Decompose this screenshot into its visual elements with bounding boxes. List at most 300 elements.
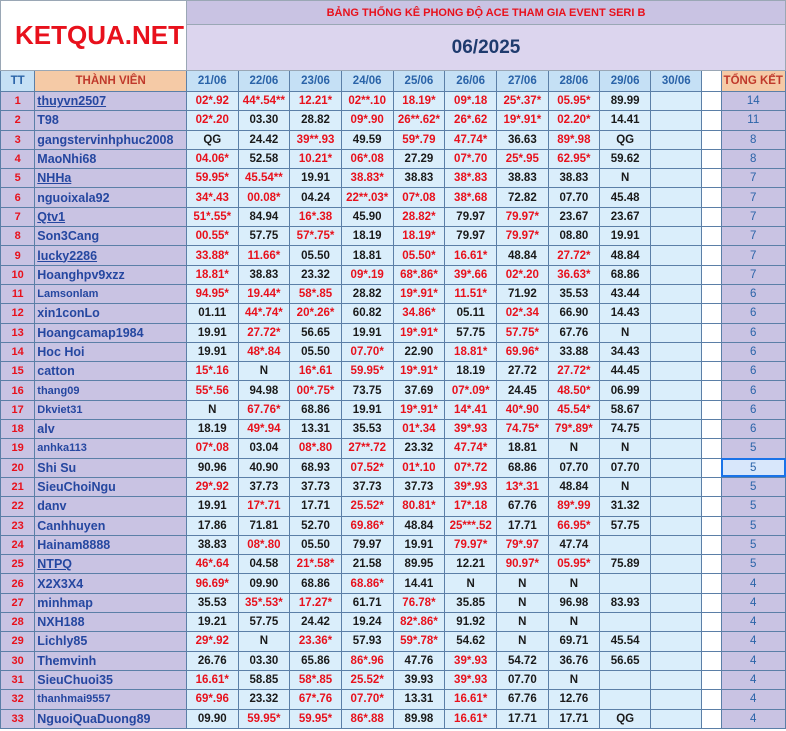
- spacer-cell[interactable]: [702, 169, 721, 188]
- score-cell[interactable]: 17.71: [497, 709, 549, 728]
- score-cell[interactable]: 07.70: [548, 458, 600, 477]
- row-number[interactable]: 2: [1, 111, 35, 130]
- score-cell[interactable]: 58*.85: [290, 670, 342, 689]
- total-cell[interactable]: 5: [721, 516, 785, 535]
- score-cell[interactable]: QG: [600, 709, 651, 728]
- score-cell[interactable]: 27**.72: [341, 439, 393, 458]
- score-cell[interactable]: 61.71: [341, 593, 393, 612]
- score-cell[interactable]: 59.95*: [238, 709, 290, 728]
- member-name[interactable]: Son3Cang: [35, 227, 187, 246]
- member-name[interactable]: Themvinh: [35, 651, 187, 670]
- total-cell[interactable]: 5: [721, 535, 785, 554]
- spacer-cell[interactable]: [702, 593, 721, 612]
- spacer-cell[interactable]: [702, 574, 721, 593]
- score-cell[interactable]: 57.93: [341, 632, 393, 651]
- score-cell[interactable]: N: [238, 632, 290, 651]
- score-cell[interactable]: 48.84: [393, 516, 445, 535]
- score-cell[interactable]: 67.76*: [238, 400, 290, 419]
- score-cell[interactable]: 17*.71: [238, 497, 290, 516]
- score-cell[interactable]: 38.83: [393, 169, 445, 188]
- score-cell[interactable]: 37.73: [341, 477, 393, 496]
- score-cell[interactable]: 14.41: [393, 574, 445, 593]
- spacer-cell[interactable]: [702, 516, 721, 535]
- score-cell[interactable]: 25***.52: [445, 516, 497, 535]
- score-cell[interactable]: 20*.26*: [290, 304, 342, 323]
- score-cell[interactable]: 05.95*: [548, 555, 600, 574]
- score-cell[interactable]: 79.97: [341, 535, 393, 554]
- row-number[interactable]: 25: [1, 555, 35, 574]
- score-cell[interactable]: 60.82: [341, 304, 393, 323]
- score-cell[interactable]: 56.65: [290, 323, 342, 342]
- score-cell[interactable]: 68.86: [290, 574, 342, 593]
- score-cell[interactable]: 09*.19: [341, 265, 393, 284]
- score-cell[interactable]: 86*.96: [341, 651, 393, 670]
- member-name[interactable]: thang09: [35, 381, 187, 400]
- empty-cell[interactable]: [651, 709, 702, 728]
- score-cell[interactable]: 11.51*: [445, 284, 497, 303]
- score-cell[interactable]: 58*.85: [290, 284, 342, 303]
- score-cell[interactable]: 25.52*: [341, 497, 393, 516]
- member-name[interactable]: Qtv1: [35, 207, 187, 226]
- total-cell[interactable]: 14: [721, 92, 785, 111]
- score-cell[interactable]: 22**.03*: [341, 188, 393, 207]
- score-cell[interactable]: 57.75: [238, 613, 290, 632]
- spacer-cell[interactable]: [702, 651, 721, 670]
- score-cell[interactable]: 14.41: [600, 111, 651, 130]
- row-number[interactable]: 32: [1, 690, 35, 709]
- score-cell[interactable]: 07*.08: [187, 439, 239, 458]
- score-cell[interactable]: 59.95*: [187, 169, 239, 188]
- score-cell[interactable]: 89.98: [393, 709, 445, 728]
- score-cell[interactable]: 27.72: [497, 362, 549, 381]
- score-cell[interactable]: 54.62: [445, 632, 497, 651]
- score-cell[interactable]: 96.98: [548, 593, 600, 612]
- score-cell[interactable]: 28.82: [290, 111, 342, 130]
- empty-cell[interactable]: [651, 169, 702, 188]
- member-name[interactable]: Hoangcamap1984: [35, 323, 187, 342]
- spacer-cell[interactable]: [702, 246, 721, 265]
- score-cell[interactable]: 39*.93: [445, 420, 497, 439]
- total-cell[interactable]: 4: [721, 651, 785, 670]
- score-cell[interactable]: 59.95*: [290, 709, 342, 728]
- empty-cell[interactable]: [651, 92, 702, 111]
- score-cell[interactable]: 91.92: [445, 613, 497, 632]
- score-cell[interactable]: 19.91: [187, 497, 239, 516]
- score-cell[interactable]: 38.83: [187, 535, 239, 554]
- score-cell[interactable]: 76.78*: [393, 593, 445, 612]
- score-cell[interactable]: 28.82*: [393, 207, 445, 226]
- score-cell[interactable]: QG: [187, 130, 239, 149]
- empty-cell[interactable]: [651, 651, 702, 670]
- score-cell[interactable]: 37.73: [238, 477, 290, 496]
- score-cell[interactable]: 68.93: [290, 458, 342, 477]
- score-cell[interactable]: 07*.72: [445, 458, 497, 477]
- row-number[interactable]: 30: [1, 651, 35, 670]
- spacer-cell[interactable]: [702, 188, 721, 207]
- score-cell[interactable]: 67.76: [497, 497, 549, 516]
- empty-cell[interactable]: [651, 632, 702, 651]
- score-cell[interactable]: 18.81*: [445, 342, 497, 361]
- score-cell[interactable]: 02*.20: [497, 265, 549, 284]
- spacer-cell[interactable]: [702, 265, 721, 284]
- score-cell[interactable]: 47.76: [393, 651, 445, 670]
- score-cell[interactable]: 17*.18: [445, 497, 497, 516]
- score-cell[interactable]: 46*.64: [187, 555, 239, 574]
- score-cell[interactable]: 57.75*: [497, 323, 549, 342]
- score-cell[interactable]: 08.80: [548, 227, 600, 246]
- sheet-title[interactable]: BẢNG THỐNG KÊ PHONG ĐỘ ACE THAM GIA EVENT SERI B: [187, 1, 786, 25]
- score-cell[interactable]: 18.19: [187, 420, 239, 439]
- empty-cell[interactable]: [651, 690, 702, 709]
- score-cell[interactable]: 27.29: [393, 149, 445, 168]
- spacer-cell[interactable]: [702, 111, 721, 130]
- score-cell[interactable]: 35.85: [445, 593, 497, 612]
- score-cell[interactable]: 24.42: [238, 130, 290, 149]
- row-number[interactable]: 9: [1, 246, 35, 265]
- score-cell[interactable]: 07*.09*: [445, 381, 497, 400]
- score-cell[interactable]: 40*.90: [497, 400, 549, 419]
- score-cell[interactable]: 71.92: [497, 284, 549, 303]
- score-cell[interactable]: QG: [600, 130, 651, 149]
- total-cell[interactable]: 7: [721, 265, 785, 284]
- header-member[interactable]: THÀNH VIÊN: [35, 71, 187, 92]
- member-name[interactable]: anhka113: [35, 439, 187, 458]
- score-cell[interactable]: 38.83: [238, 265, 290, 284]
- score-cell[interactable]: 96.69*: [187, 574, 239, 593]
- score-cell[interactable]: N: [445, 574, 497, 593]
- score-cell[interactable]: 23.32: [238, 690, 290, 709]
- score-cell[interactable]: 07.52*: [341, 458, 393, 477]
- score-cell[interactable]: 19*.91*: [393, 323, 445, 342]
- score-cell[interactable]: 28.82: [341, 284, 393, 303]
- score-cell[interactable]: 23.36*: [290, 632, 342, 651]
- member-name[interactable]: NXH188: [35, 613, 187, 632]
- row-number[interactable]: 24: [1, 535, 35, 554]
- header-total[interactable]: TỔNG KẾT: [721, 71, 785, 92]
- score-cell[interactable]: 72.82: [497, 188, 549, 207]
- score-cell[interactable]: 94.95*: [187, 284, 239, 303]
- score-cell[interactable]: 40.90: [238, 458, 290, 477]
- row-number[interactable]: 4: [1, 149, 35, 168]
- score-cell[interactable]: N: [548, 574, 600, 593]
- total-cell[interactable]: 4: [721, 613, 785, 632]
- score-cell[interactable]: 48.50*: [548, 381, 600, 400]
- empty-cell[interactable]: [651, 555, 702, 574]
- empty-cell[interactable]: [651, 362, 702, 381]
- score-cell[interactable]: 44*.74*: [238, 304, 290, 323]
- score-cell[interactable]: N: [497, 593, 549, 612]
- score-cell[interactable]: 09*.18: [445, 92, 497, 111]
- score-cell[interactable]: 79.97*: [497, 227, 549, 246]
- score-cell[interactable]: 19.24: [341, 613, 393, 632]
- spacer-cell[interactable]: [702, 439, 721, 458]
- empty-cell[interactable]: [651, 593, 702, 612]
- score-cell[interactable]: 15*.16: [187, 362, 239, 381]
- score-cell[interactable]: 51*.55*: [187, 207, 239, 226]
- score-cell[interactable]: 13.31: [393, 690, 445, 709]
- score-cell[interactable]: 75.89: [600, 555, 651, 574]
- total-cell[interactable]: 6: [721, 304, 785, 323]
- score-cell[interactable]: 45.54: [600, 632, 651, 651]
- score-cell[interactable]: 45.54*: [548, 400, 600, 419]
- row-number[interactable]: 10: [1, 265, 35, 284]
- score-cell[interactable]: 38.83*: [341, 169, 393, 188]
- score-cell[interactable]: 06*.08: [341, 149, 393, 168]
- header-date[interactable]: 26/06: [445, 71, 497, 92]
- row-number[interactable]: 11: [1, 284, 35, 303]
- score-cell[interactable]: 00.08*: [238, 188, 290, 207]
- score-cell[interactable]: 18.81: [497, 439, 549, 458]
- score-cell[interactable]: 18.19*: [393, 227, 445, 246]
- member-name[interactable]: NHHa: [35, 169, 187, 188]
- row-number[interactable]: 19: [1, 439, 35, 458]
- score-cell[interactable]: N: [187, 400, 239, 419]
- empty-cell[interactable]: [651, 188, 702, 207]
- empty-cell[interactable]: [651, 149, 702, 168]
- score-cell[interactable]: 24.45: [497, 381, 549, 400]
- score-cell[interactable]: 24.42: [290, 613, 342, 632]
- total-cell[interactable]: 4: [721, 709, 785, 728]
- score-cell[interactable]: 16.61*: [445, 246, 497, 265]
- row-number[interactable]: 23: [1, 516, 35, 535]
- score-cell[interactable]: [600, 574, 651, 593]
- score-cell[interactable]: 44*.54**: [238, 92, 290, 111]
- row-number[interactable]: 13: [1, 323, 35, 342]
- score-cell[interactable]: 19*.91*: [393, 400, 445, 419]
- score-cell[interactable]: 39*.93: [445, 477, 497, 496]
- spacer-cell[interactable]: [702, 92, 721, 111]
- spacer-cell[interactable]: [702, 362, 721, 381]
- score-cell[interactable]: 45.90: [341, 207, 393, 226]
- score-cell[interactable]: 02*.20: [187, 111, 239, 130]
- score-cell[interactable]: 05.50: [290, 342, 342, 361]
- score-cell[interactable]: 19.91: [187, 323, 239, 342]
- score-cell[interactable]: N: [548, 670, 600, 689]
- spacer-cell[interactable]: [702, 342, 721, 361]
- row-number[interactable]: 17: [1, 400, 35, 419]
- score-cell[interactable]: 17.27*: [290, 593, 342, 612]
- score-cell[interactable]: 07.70*: [341, 342, 393, 361]
- score-cell[interactable]: 18.19: [445, 362, 497, 381]
- empty-cell[interactable]: [651, 458, 702, 477]
- score-cell[interactable]: 37.73: [290, 477, 342, 496]
- score-cell[interactable]: 19.91: [341, 400, 393, 419]
- spacer-cell[interactable]: [702, 709, 721, 728]
- score-cell[interactable]: 08*.80: [290, 439, 342, 458]
- member-name[interactable]: Lichly85: [35, 632, 187, 651]
- score-cell[interactable]: 68.86: [600, 265, 651, 284]
- score-cell[interactable]: 48*.84: [238, 342, 290, 361]
- score-cell[interactable]: 83.93: [600, 593, 651, 612]
- member-name[interactable]: NTPQ: [35, 555, 187, 574]
- empty-cell[interactable]: [651, 227, 702, 246]
- total-cell[interactable]: 6: [721, 362, 785, 381]
- spacer-cell[interactable]: [702, 130, 721, 149]
- score-cell[interactable]: 79.97: [445, 207, 497, 226]
- score-cell[interactable]: 25*.95: [497, 149, 549, 168]
- score-cell[interactable]: 79.97*: [445, 535, 497, 554]
- score-cell[interactable]: 07.70: [497, 670, 549, 689]
- member-name[interactable]: thuyvn2507: [35, 92, 187, 111]
- total-cell[interactable]: 6: [721, 342, 785, 361]
- score-cell[interactable]: 02.20*: [548, 111, 600, 130]
- total-cell[interactable]: 5: [721, 458, 785, 477]
- score-cell[interactable]: 68.86: [497, 458, 549, 477]
- score-cell[interactable]: 17.71: [548, 709, 600, 728]
- score-cell[interactable]: 19.91: [600, 227, 651, 246]
- total-cell[interactable]: 6: [721, 381, 785, 400]
- score-cell[interactable]: 49.59: [341, 130, 393, 149]
- score-cell[interactable]: 35.53: [341, 420, 393, 439]
- total-cell[interactable]: 8: [721, 130, 785, 149]
- member-name[interactable]: lucky2286: [35, 246, 187, 265]
- member-name[interactable]: minhmap: [35, 593, 187, 612]
- header-date[interactable]: 29/06: [600, 71, 651, 92]
- row-number[interactable]: 1: [1, 92, 35, 111]
- spacer-cell[interactable]: [702, 690, 721, 709]
- score-cell[interactable]: 90.97*: [497, 555, 549, 574]
- score-cell[interactable]: 36.63: [497, 130, 549, 149]
- row-number[interactable]: 15: [1, 362, 35, 381]
- total-cell[interactable]: 5: [721, 439, 785, 458]
- score-cell[interactable]: N: [497, 574, 549, 593]
- score-cell[interactable]: 18.19: [341, 227, 393, 246]
- spacer-cell[interactable]: [702, 323, 721, 342]
- score-cell[interactable]: 05.11: [445, 304, 497, 323]
- empty-cell[interactable]: [651, 670, 702, 689]
- row-number[interactable]: 5: [1, 169, 35, 188]
- score-cell[interactable]: 19.91: [290, 169, 342, 188]
- score-cell[interactable]: 19.44*: [238, 284, 290, 303]
- score-cell[interactable]: [600, 613, 651, 632]
- empty-cell[interactable]: [651, 111, 702, 130]
- score-cell[interactable]: 69.86*: [341, 516, 393, 535]
- score-cell[interactable]: 05.50: [290, 535, 342, 554]
- score-cell[interactable]: 18.19*: [393, 92, 445, 111]
- total-cell[interactable]: 6: [721, 420, 785, 439]
- empty-cell[interactable]: [651, 420, 702, 439]
- member-name[interactable]: T98: [35, 111, 187, 130]
- score-cell[interactable]: 59*.78*: [393, 632, 445, 651]
- spacer-cell[interactable]: [702, 613, 721, 632]
- score-cell[interactable]: 01*.34: [393, 420, 445, 439]
- score-cell[interactable]: 19.91: [187, 342, 239, 361]
- score-cell[interactable]: 29*.92: [187, 632, 239, 651]
- score-cell[interactable]: 59.62: [600, 149, 651, 168]
- member-name[interactable]: thanhmai9557: [35, 690, 187, 709]
- member-name[interactable]: alv: [35, 420, 187, 439]
- score-cell[interactable]: 09.90: [187, 709, 239, 728]
- score-cell[interactable]: 16.61*: [187, 670, 239, 689]
- score-cell[interactable]: [600, 670, 651, 689]
- score-cell[interactable]: 31.32: [600, 497, 651, 516]
- spacer-cell[interactable]: [702, 284, 721, 303]
- score-cell[interactable]: 38*.68: [445, 188, 497, 207]
- score-cell[interactable]: 07.70*: [341, 690, 393, 709]
- score-cell[interactable]: 21.58: [341, 555, 393, 574]
- total-cell[interactable]: 5: [721, 477, 785, 496]
- score-cell[interactable]: 59*.79: [393, 130, 445, 149]
- score-cell[interactable]: 69.96*: [497, 342, 549, 361]
- score-cell[interactable]: 21*.58*: [290, 555, 342, 574]
- score-cell[interactable]: 01.11: [187, 304, 239, 323]
- score-cell[interactable]: 39*.93: [445, 670, 497, 689]
- total-cell[interactable]: 5: [721, 555, 785, 574]
- score-cell[interactable]: 06.99: [600, 381, 651, 400]
- score-cell[interactable]: 54.72: [497, 651, 549, 670]
- score-cell[interactable]: 27.72*: [238, 323, 290, 342]
- header-date[interactable]: 25/06: [393, 71, 445, 92]
- total-cell[interactable]: 7: [721, 227, 785, 246]
- score-cell[interactable]: 33.88: [548, 342, 600, 361]
- score-cell[interactable]: 26**.62*: [393, 111, 445, 130]
- score-cell[interactable]: 48.84: [497, 246, 549, 265]
- score-cell[interactable]: 49*.94: [238, 420, 290, 439]
- score-cell[interactable]: 16*.61: [290, 362, 342, 381]
- score-cell[interactable]: 39*.66: [445, 265, 497, 284]
- row-number[interactable]: 31: [1, 670, 35, 689]
- score-cell[interactable]: 73.75: [341, 381, 393, 400]
- month-label[interactable]: 06/2025: [187, 25, 786, 71]
- score-cell[interactable]: 89.99: [600, 92, 651, 111]
- score-cell[interactable]: 25*.37*: [497, 92, 549, 111]
- score-cell[interactable]: 90.96: [187, 458, 239, 477]
- member-name[interactable]: Hainam8888: [35, 535, 187, 554]
- spacer-cell[interactable]: [702, 458, 721, 477]
- header-date[interactable]: 27/06: [497, 71, 549, 92]
- score-cell[interactable]: 58.67: [600, 400, 651, 419]
- spacer-cell[interactable]: [702, 400, 721, 419]
- score-cell[interactable]: 18.81: [341, 246, 393, 265]
- spacer-cell[interactable]: [702, 497, 721, 516]
- row-number[interactable]: 27: [1, 593, 35, 612]
- score-cell[interactable]: 38.83: [548, 169, 600, 188]
- score-cell[interactable]: 23.32: [290, 265, 342, 284]
- empty-cell[interactable]: [651, 535, 702, 554]
- score-cell[interactable]: 44.45: [600, 362, 651, 381]
- row-number[interactable]: 14: [1, 342, 35, 361]
- score-cell[interactable]: 39*.93: [445, 651, 497, 670]
- total-cell[interactable]: 11: [721, 111, 785, 130]
- header-date[interactable]: 30/06: [651, 71, 702, 92]
- member-name[interactable]: Hoc Hoi: [35, 342, 187, 361]
- member-name[interactable]: X2X3X4: [35, 574, 187, 593]
- score-cell[interactable]: 23.67: [548, 207, 600, 226]
- score-cell[interactable]: 16.61*: [445, 709, 497, 728]
- score-cell[interactable]: 57*.75*: [290, 227, 342, 246]
- spacer-cell[interactable]: [702, 227, 721, 246]
- empty-cell[interactable]: [651, 265, 702, 284]
- empty-cell[interactable]: [651, 497, 702, 516]
- score-cell[interactable]: 89.95: [393, 555, 445, 574]
- score-cell[interactable]: 27.72*: [548, 246, 600, 265]
- score-cell[interactable]: 37.69: [393, 381, 445, 400]
- spacer-cell[interactable]: [702, 420, 721, 439]
- total-cell[interactable]: 6: [721, 323, 785, 342]
- score-cell[interactable]: N: [600, 439, 651, 458]
- row-number[interactable]: 33: [1, 709, 35, 728]
- spacer-cell[interactable]: [702, 149, 721, 168]
- score-cell[interactable]: 74.75: [600, 420, 651, 439]
- spacer-cell[interactable]: [702, 632, 721, 651]
- score-cell[interactable]: 14*.41: [445, 400, 497, 419]
- score-cell[interactable]: 68*.86*: [393, 265, 445, 284]
- score-cell[interactable]: [600, 690, 651, 709]
- member-name[interactable]: Lamsonlam: [35, 284, 187, 303]
- score-cell[interactable]: 19.21: [187, 613, 239, 632]
- score-cell[interactable]: 45.54**: [238, 169, 290, 188]
- score-cell[interactable]: 82*.86*: [393, 613, 445, 632]
